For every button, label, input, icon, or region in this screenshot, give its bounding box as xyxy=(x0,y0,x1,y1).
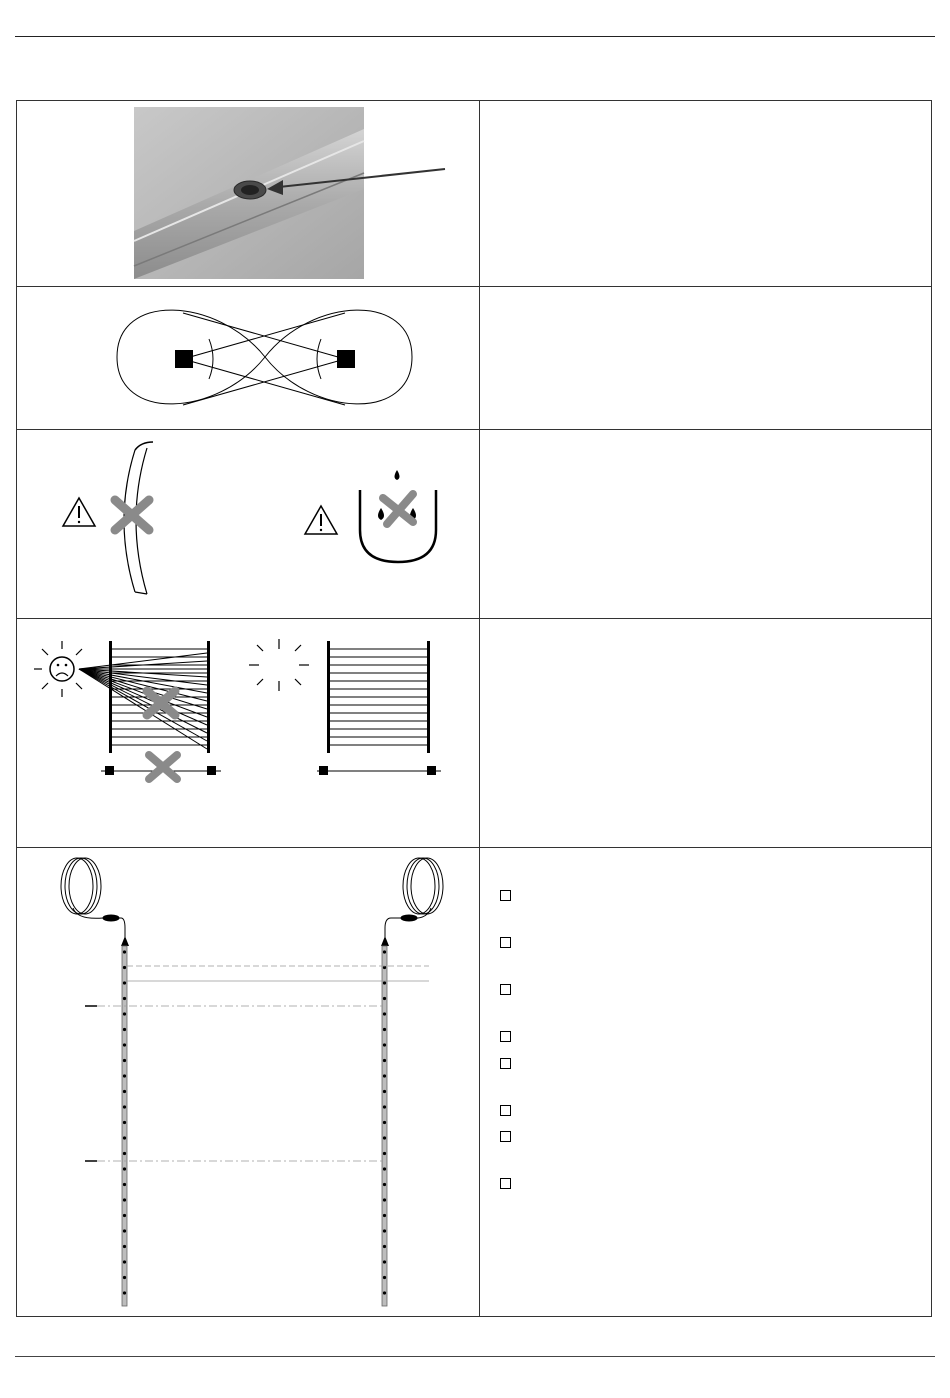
optic-dot xyxy=(123,1276,126,1279)
sun-rays xyxy=(79,649,207,749)
angle-arc-right xyxy=(317,339,321,379)
receiver-square xyxy=(337,350,355,368)
optic-dot xyxy=(123,1136,126,1139)
optic-dot xyxy=(123,1198,126,1201)
sun-ray xyxy=(79,669,207,701)
mounting-photo-cell xyxy=(17,101,480,287)
optic-dot xyxy=(383,1229,386,1232)
optic-dot xyxy=(383,1028,386,1031)
optic-dot xyxy=(123,1260,126,1263)
optic-dot xyxy=(383,1043,386,1046)
optic-dot xyxy=(383,1090,386,1093)
optic-dot xyxy=(383,1121,386,1124)
optic-dot xyxy=(123,1214,126,1217)
installation-overview-diagram xyxy=(17,848,479,1316)
detection-field-text-cell xyxy=(480,287,932,430)
cross-icon xyxy=(115,500,149,530)
checklist-item xyxy=(500,1101,514,1115)
optic-dot xyxy=(123,1245,126,1248)
checkbox-icon[interactable] xyxy=(500,1178,511,1189)
detection-field-diagram xyxy=(17,287,479,429)
detection-field-cell xyxy=(17,287,480,430)
sunlight-interference-cell xyxy=(17,619,480,848)
optic-dot xyxy=(383,1059,386,1062)
handling-warnings-text-cell xyxy=(480,430,932,619)
optic-dot xyxy=(383,1136,386,1139)
optic-dot xyxy=(123,981,126,984)
optic-dot xyxy=(383,1245,386,1248)
mounting-photo-text-cell xyxy=(480,101,932,287)
warning-icon xyxy=(63,498,95,526)
table-row xyxy=(17,430,932,619)
optic-dot xyxy=(383,1291,386,1294)
checklist-item xyxy=(500,1174,514,1188)
optic-dot xyxy=(383,1260,386,1263)
cable-coil-left xyxy=(61,858,125,940)
cross-icon xyxy=(383,494,413,524)
optic-dot xyxy=(123,997,126,1000)
cable-coil-right xyxy=(385,858,443,940)
optic-dot xyxy=(123,1043,126,1046)
figure-eight-outline xyxy=(117,310,412,404)
optic-dot xyxy=(123,1074,126,1077)
optic-dot xyxy=(383,1074,386,1077)
emitter-square xyxy=(175,350,193,368)
table-row xyxy=(17,848,932,1317)
optic-dot xyxy=(383,1276,386,1279)
sun-ray xyxy=(79,669,207,733)
checkbox-icon[interactable] xyxy=(500,1131,511,1142)
optic-dot xyxy=(123,1012,126,1015)
optic-dot xyxy=(123,1291,126,1294)
checkbox-icon[interactable] xyxy=(500,937,511,948)
checkbox-icon[interactable] xyxy=(500,1058,511,1069)
optic-dot xyxy=(383,1183,386,1186)
instruction-table xyxy=(16,100,932,1317)
optic-dot xyxy=(123,1090,126,1093)
optic-dot xyxy=(123,966,126,969)
angle-arc-left xyxy=(209,339,213,379)
optic-dot xyxy=(383,981,386,984)
sun-rays-icon xyxy=(249,639,309,691)
optic-dot xyxy=(123,1152,126,1155)
optic-dot xyxy=(383,1167,386,1170)
checkbox-icon[interactable] xyxy=(500,984,511,995)
optic-dot xyxy=(123,1167,126,1170)
optic-dot xyxy=(123,1059,126,1062)
beam-reference-lines xyxy=(97,966,429,1161)
optic-dot xyxy=(383,997,386,1000)
footer-rule xyxy=(15,1356,935,1357)
optic-dot xyxy=(383,1214,386,1217)
optic-dot xyxy=(383,1012,386,1015)
optic-dot xyxy=(123,1105,126,1108)
checklist-item xyxy=(500,886,514,900)
sensor-link-right xyxy=(317,766,441,775)
checklist-item xyxy=(500,1054,514,1068)
table-row xyxy=(17,287,932,430)
optic-dot xyxy=(383,950,386,953)
optic-dots xyxy=(123,950,386,1294)
optic-dot xyxy=(123,1121,126,1124)
cross-icon xyxy=(149,755,177,779)
optic-dot xyxy=(123,1028,126,1031)
sunlight-interference-text-cell xyxy=(480,619,932,848)
checkbox-icon[interactable] xyxy=(500,1105,511,1116)
optic-dot xyxy=(123,950,126,953)
mounting-photo xyxy=(17,101,479,286)
handling-warnings-cell xyxy=(17,430,480,619)
checklist-item xyxy=(500,1027,514,1041)
checklist-item xyxy=(500,933,514,947)
warning-icon xyxy=(305,506,337,534)
optic-dot xyxy=(123,1229,126,1232)
optic-dot xyxy=(383,1198,386,1201)
light-beams xyxy=(330,649,427,745)
checkbox-icon[interactable] xyxy=(500,890,511,901)
checklist-item xyxy=(500,1127,514,1141)
table-row xyxy=(17,619,932,848)
sunlight-interference-diagram xyxy=(17,619,479,847)
checkbox-icon[interactable] xyxy=(500,1031,511,1042)
installation-overview-text-cell xyxy=(480,848,932,1317)
optic-dot xyxy=(383,1105,386,1108)
table-row xyxy=(17,101,932,287)
installation-overview-cell xyxy=(17,848,480,1317)
handling-warnings xyxy=(17,430,479,618)
checklist-item xyxy=(500,980,514,994)
sun-ray xyxy=(79,653,207,669)
optic-dot xyxy=(123,1183,126,1186)
optic-dot xyxy=(383,1152,386,1155)
header-rule xyxy=(15,36,935,37)
